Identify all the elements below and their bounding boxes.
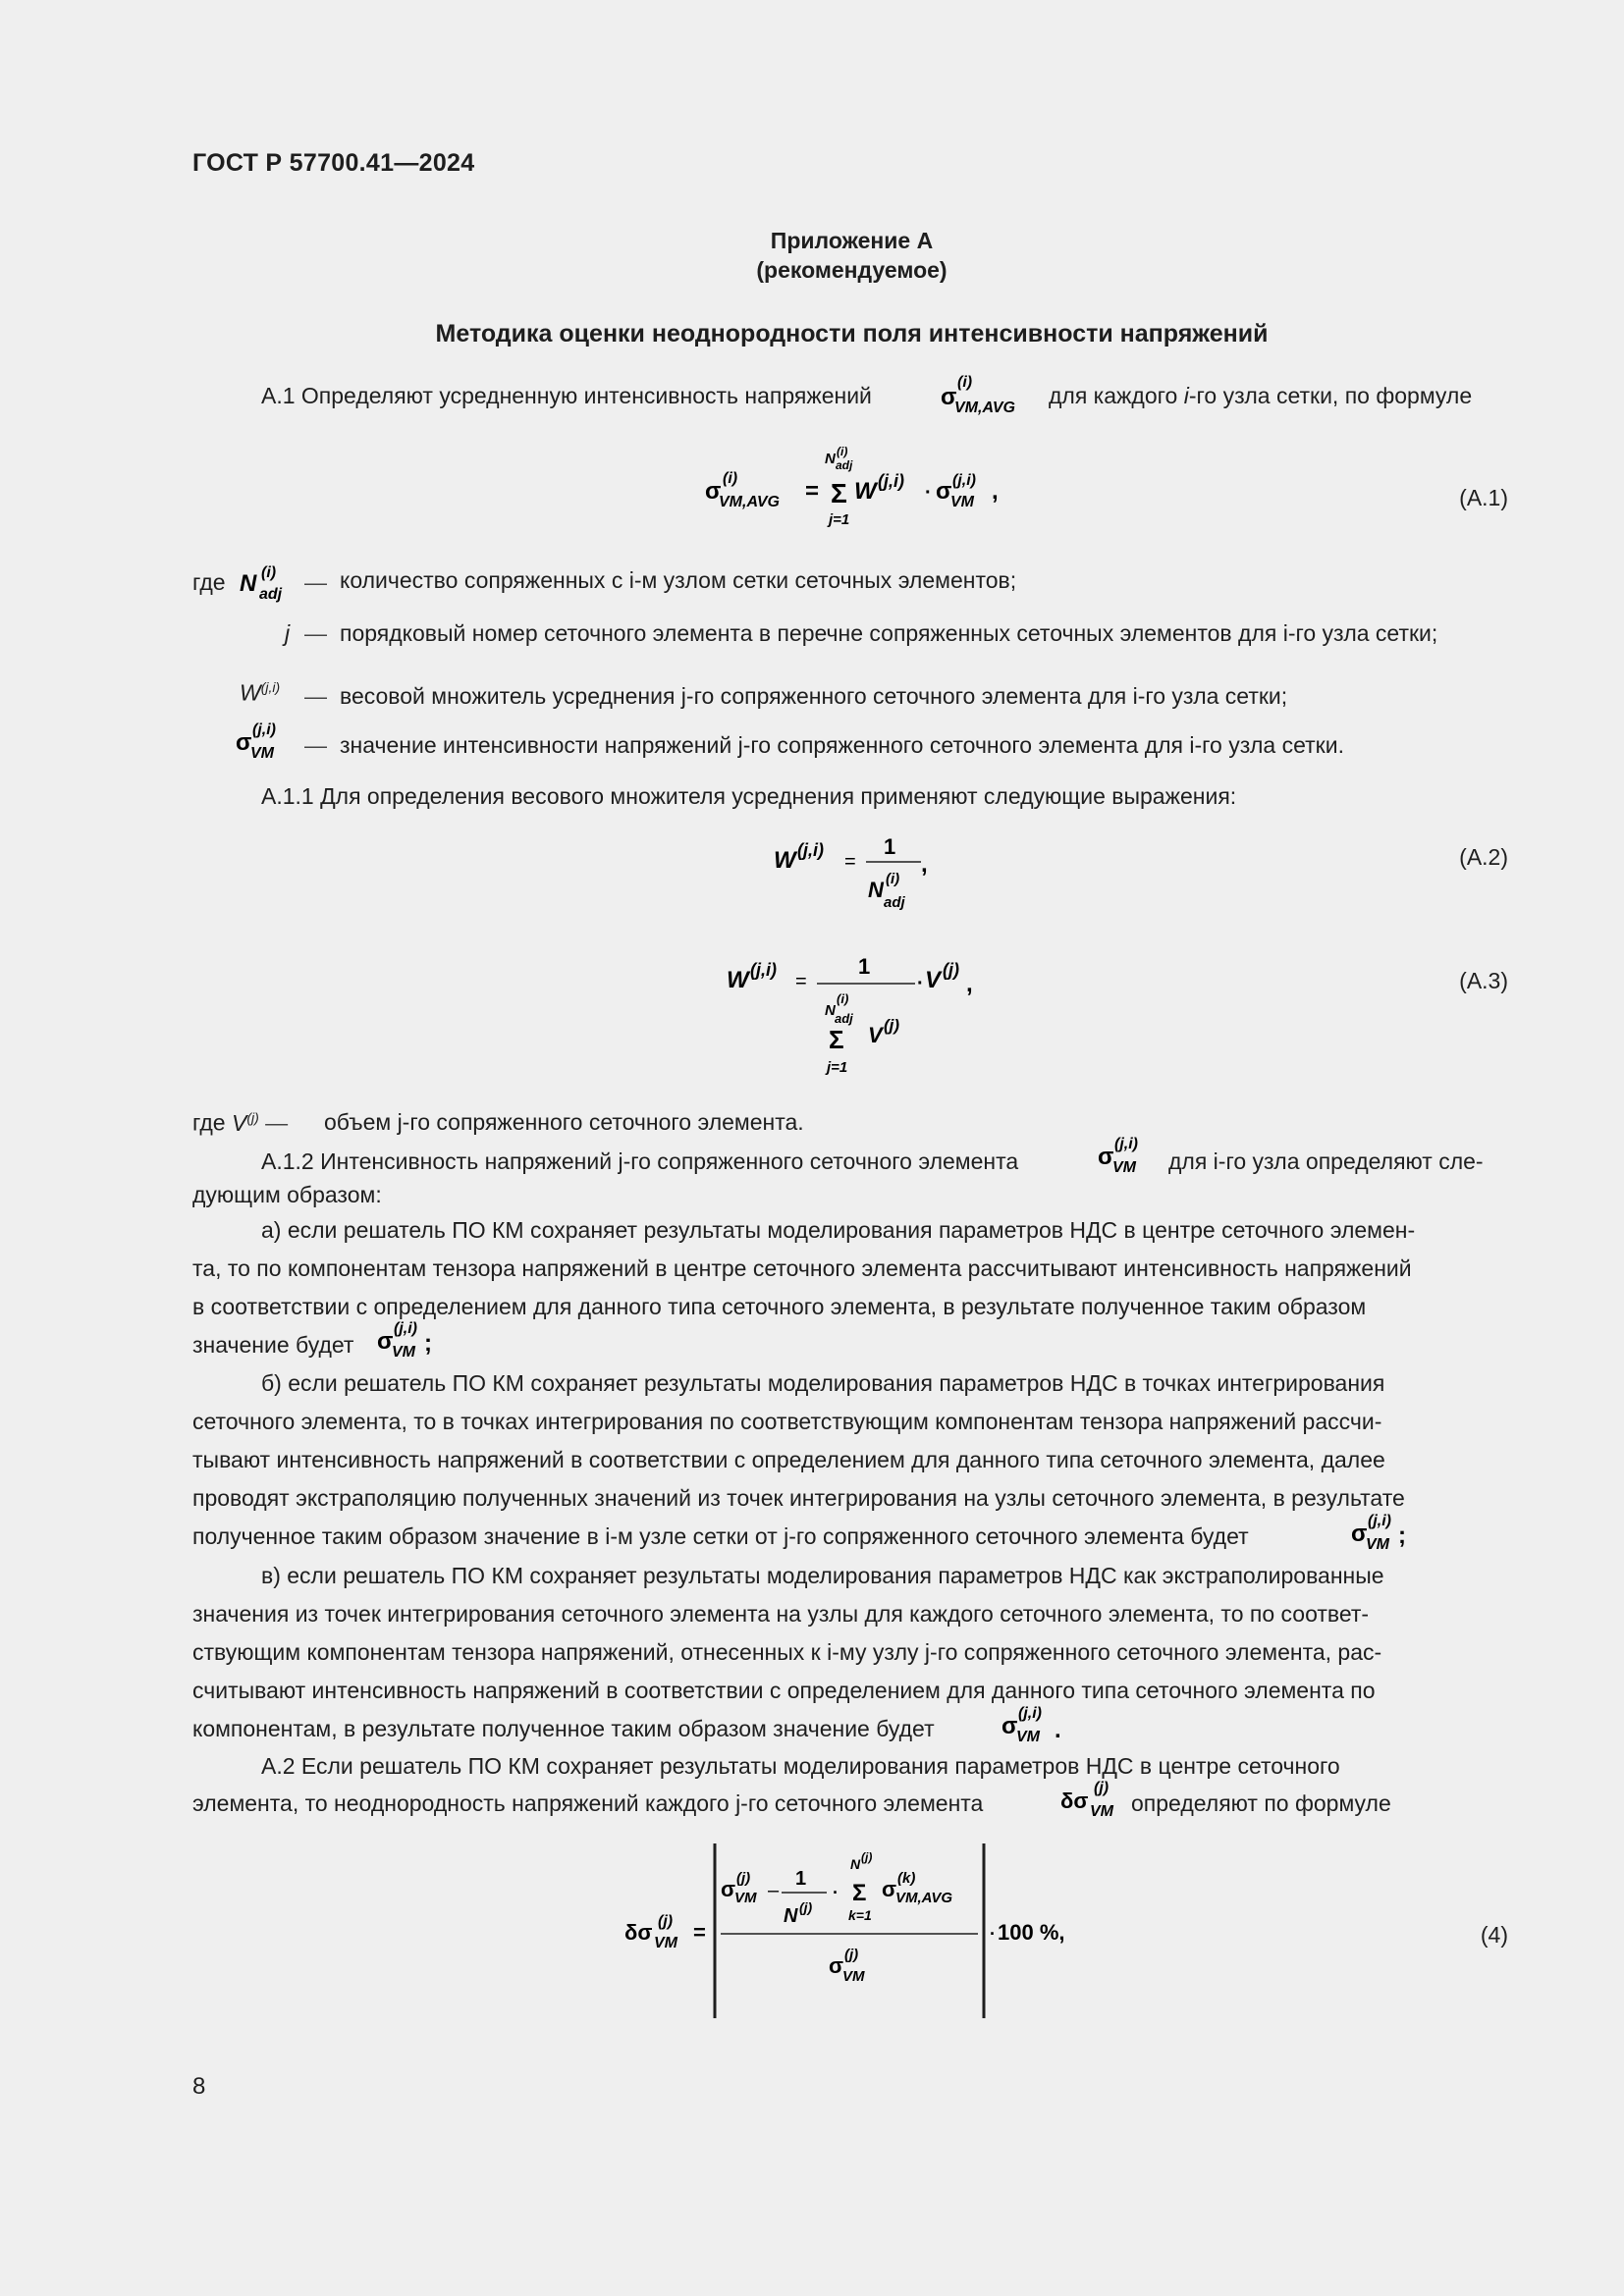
svg-text:δσ: δσ bbox=[624, 1920, 653, 1945]
item-b-line-1: б) если решатель ПО КМ сохраняет результаты моделирования параметров НДС в точках интегрирования bbox=[261, 1370, 1385, 1396]
svg-text:VM: VM bbox=[250, 745, 274, 762]
svg-text:(j): (j) bbox=[658, 1913, 674, 1930]
eq-number-a1: (А.1) bbox=[1459, 485, 1508, 510]
svg-text:VM,AVG: VM,AVG bbox=[895, 1890, 953, 1906]
svg-text:W: W bbox=[854, 478, 877, 505]
svg-text:1: 1 bbox=[858, 954, 871, 979]
eq-number-a3: (А.3) bbox=[1459, 968, 1508, 993]
def-w: весовой множитель усреднения j-го сопряженного сеточного элемента для i-го узла сетки; bbox=[340, 683, 1288, 709]
svg-text:=: = bbox=[805, 478, 820, 505]
svg-text:V: V bbox=[868, 1023, 883, 1047]
svg-text:adj: adj bbox=[259, 586, 283, 603]
svg-text:(i): (i) bbox=[837, 445, 848, 458]
svg-text:,: , bbox=[992, 478, 999, 505]
svg-text:σ: σ bbox=[377, 1328, 394, 1355]
svg-text:σ: σ bbox=[705, 478, 722, 505]
svg-text:1: 1 bbox=[795, 1868, 807, 1890]
svg-text:W: W bbox=[774, 847, 796, 874]
a12-tail: для i-го узла определяют сле- bbox=[1168, 1148, 1484, 1174]
svg-text:VM: VM bbox=[950, 494, 974, 510]
section-title: Методика оценки неоднородности поля интенсивности напряжений bbox=[435, 320, 1269, 347]
svg-text:(j): (j) bbox=[884, 1016, 900, 1035]
svg-text:Σ: Σ bbox=[829, 1025, 844, 1054]
eq-number-4: (4) bbox=[1480, 1922, 1508, 1948]
svg-text:(j,i): (j,i) bbox=[252, 721, 276, 738]
svg-text:k=1: k=1 bbox=[848, 1907, 872, 1923]
item-b-line-2: сеточного элемента, то в точках интегрирования по соответствующим компонентам тензора напряжений рассчи- bbox=[192, 1409, 1382, 1434]
svg-text:=: = bbox=[693, 1920, 706, 1945]
svg-text:N: N bbox=[825, 451, 836, 467]
a1-tail: для каждого i-го узла сетки, по формуле bbox=[1049, 383, 1473, 408]
sigma-vm-symbol bbox=[236, 715, 295, 771]
svg-text:N: N bbox=[784, 1905, 798, 1927]
svg-text:σ: σ bbox=[882, 1877, 897, 1901]
item-c-line-4: считывают интенсивность напряжений в соответствии с определением для данного типа сеточного элемента по bbox=[192, 1678, 1376, 1703]
where-v-row: где $V^{(j)}$ — bbox=[192, 1109, 289, 1136]
svg-text:,: , bbox=[921, 851, 928, 878]
svg-text:VM,AVG: VM,AVG bbox=[954, 400, 1015, 416]
j-symbol: j bbox=[285, 620, 291, 646]
w-symbol: W$^{(j,i)}$ bbox=[240, 679, 281, 706]
svg-text:(j,i): (j,i) bbox=[1114, 1136, 1138, 1152]
item-a-line-2: та, то по компонентам тензора напряжений в центре сеточного элемента рассчитывают интенсивность напряжений bbox=[192, 1255, 1412, 1281]
svg-text:V: V bbox=[925, 967, 942, 993]
svg-text:W: W bbox=[727, 967, 749, 993]
a12-lead: А.1.2 Интенсивность напряжений j-го сопряженного сеточного элемента bbox=[261, 1148, 1019, 1174]
a2-line-1: А.2 Если решатель ПО КМ сохраняет результаты моделирования параметров НДС в центре сеточного bbox=[261, 1753, 1340, 1779]
svg-text:VM,AVG: VM,AVG bbox=[719, 494, 780, 510]
svg-text:100 %,: 100 %, bbox=[998, 1920, 1065, 1945]
item-c-line-3: ствующим компонентам тензора напряжений, отнесенных к i-му узлу j-го сопряженного сеточного элемента, рас- bbox=[192, 1639, 1382, 1665]
item-a-line-4: значение будет bbox=[192, 1332, 354, 1358]
def-sigma-vm: значение интенсивности напряжений j-го сопряженного сеточного элемента для i-го узла сетки. bbox=[340, 732, 1344, 758]
svg-text:–: – bbox=[768, 1880, 780, 1901]
def-n-adj: количество сопряженных с i-м узлом сетки сеточных элементов; bbox=[340, 567, 1017, 593]
svg-text:(j): (j) bbox=[799, 1899, 813, 1915]
svg-text:(i): (i) bbox=[886, 871, 900, 887]
equation-4 bbox=[624, 1840, 1115, 2027]
svg-text:;: ; bbox=[1398, 1522, 1406, 1549]
item-a-line-1: а) если решатель ПО КМ сохраняет результаты моделирования параметров НДС в центре сеточного элемен- bbox=[261, 1217, 1416, 1243]
svg-text:(j,i): (j,i) bbox=[878, 471, 904, 491]
eq-number-a2: (А.2) bbox=[1459, 844, 1508, 870]
svg-text:VM: VM bbox=[1090, 1803, 1113, 1820]
item-b-line-3: тывают интенсивность напряжений в соответствии с определением для данного типа сеточного элемента, далее bbox=[192, 1447, 1385, 1472]
where-label: где bbox=[192, 569, 226, 595]
svg-text:adj: adj bbox=[884, 894, 905, 911]
svg-text:(j,i): (j,i) bbox=[394, 1320, 417, 1337]
equation-a3 bbox=[723, 946, 988, 1098]
svg-text:δσ: δσ bbox=[1060, 1789, 1089, 1813]
svg-text:j=1: j=1 bbox=[829, 511, 850, 528]
svg-text:(j): (j) bbox=[844, 1947, 859, 1963]
page-number: 8 bbox=[192, 2073, 206, 2100]
svg-text:Σ: Σ bbox=[852, 1880, 867, 1906]
appendix-subtitle: (рекомендуемое) bbox=[756, 257, 947, 283]
svg-text:·: · bbox=[990, 1924, 996, 1944]
svg-text:N: N bbox=[825, 1002, 836, 1019]
svg-text:(j,i): (j,i) bbox=[1018, 1705, 1042, 1722]
sigma-vm-avg-inline bbox=[941, 369, 1039, 425]
dash-2: — bbox=[304, 620, 327, 646]
svg-text:,: , bbox=[966, 971, 973, 997]
svg-text:j=1: j=1 bbox=[827, 1059, 848, 1076]
svg-text:(j): (j) bbox=[736, 1870, 751, 1887]
svg-text:(j): (j) bbox=[861, 1850, 873, 1864]
svg-text:adj: adj bbox=[835, 1011, 853, 1026]
dash-4: — bbox=[304, 732, 327, 758]
svg-text:;: ; bbox=[424, 1330, 432, 1357]
item-c-line-2: значения из точек интегрирования сеточного элемента на узлы для каждого сеточного элемента, то по соответ- bbox=[192, 1601, 1370, 1627]
svg-text:(j): (j) bbox=[1094, 1780, 1110, 1796]
dash-1: — bbox=[304, 569, 327, 595]
item-c-line-1: в) если решатель ПО КМ сохраняет результаты моделирования параметров НДС как экстраполированные bbox=[261, 1563, 1384, 1588]
svg-text:(i): (i) bbox=[723, 470, 738, 487]
svg-text:(j,i): (j,i) bbox=[952, 472, 976, 489]
delta-sigma-inline bbox=[1060, 1773, 1139, 1829]
svg-text:VM: VM bbox=[1366, 1536, 1389, 1553]
svg-text:σ: σ bbox=[1098, 1144, 1114, 1170]
appendix-title: Приложение А bbox=[770, 228, 934, 253]
sigma-vm-inline-a12 bbox=[1098, 1129, 1157, 1185]
def-j: порядковый номер сеточного элемента в перечне сопряженных сеточных элементов для i-го узла сетки; bbox=[340, 620, 1438, 646]
item-c-line-5: компонентам, в результате полученное таким образом значение будет bbox=[192, 1716, 935, 1741]
svg-text:.: . bbox=[1055, 1717, 1061, 1743]
svg-text:·: · bbox=[917, 973, 924, 994]
svg-text:N: N bbox=[240, 570, 257, 597]
svg-text:(j,i): (j,i) bbox=[797, 840, 824, 860]
item-b-line-5: полученное таким образом значение в i-м узле сетки от j-го сопряженного сеточного элемента будет bbox=[192, 1523, 1249, 1549]
svg-text:(j,i): (j,i) bbox=[750, 960, 777, 980]
sigma-vm-inline-c bbox=[1001, 1698, 1070, 1754]
svg-text:VM: VM bbox=[1016, 1729, 1040, 1745]
svg-text:(k): (k) bbox=[897, 1870, 916, 1887]
svg-text:σ: σ bbox=[236, 729, 252, 756]
svg-text:VM: VM bbox=[654, 1935, 677, 1951]
svg-text:(i): (i) bbox=[837, 991, 849, 1006]
a11-paragraph: А.1.1 Для определения весового множителя усреднения применяют следующие выражения: bbox=[261, 783, 1237, 809]
svg-text:Σ: Σ bbox=[831, 478, 847, 508]
svg-text:(i): (i) bbox=[261, 564, 277, 581]
n-adj-symbol bbox=[240, 556, 298, 612]
sigma-vm-inline-a bbox=[377, 1313, 446, 1369]
sigma-vm-inline-b bbox=[1351, 1506, 1420, 1562]
a12-cont: дующим образом: bbox=[192, 1182, 382, 1207]
svg-text:σ: σ bbox=[936, 478, 952, 505]
def-v: объем j-го сопряженного сеточного элемента. bbox=[324, 1109, 804, 1135]
item-b-line-4: проводят экстраполяцию полученных значений из точек интегрирования на узлы сеточного элемента, в результате bbox=[192, 1485, 1405, 1511]
svg-text:=: = bbox=[795, 971, 807, 992]
a2-line-2: элемента, то неоднородность напряжений каждого j-го сеточного элемента bbox=[192, 1790, 984, 1816]
svg-text:VM: VM bbox=[392, 1344, 415, 1361]
svg-text:VM: VM bbox=[1112, 1159, 1136, 1176]
equation-a1 bbox=[697, 440, 1031, 543]
dash-3: — bbox=[304, 683, 327, 709]
a2-line-2-tail: определяют по формуле bbox=[1131, 1790, 1391, 1816]
svg-text:·: · bbox=[925, 482, 932, 504]
svg-text:(i): (i) bbox=[957, 374, 973, 391]
svg-text:σ: σ bbox=[829, 1953, 844, 1978]
item-a-line-3: в соответствии с определением для данного типа сеточного элемента, в результате полученное таким образом bbox=[192, 1294, 1367, 1319]
svg-text:N: N bbox=[850, 1856, 861, 1872]
document-header: ГОСТ Р 57700.41—2024 bbox=[192, 149, 475, 177]
equation-a2 bbox=[768, 825, 935, 928]
svg-text:VM: VM bbox=[734, 1890, 757, 1906]
svg-text:σ: σ bbox=[1351, 1521, 1368, 1547]
svg-text:=: = bbox=[844, 851, 856, 873]
svg-text:VM: VM bbox=[842, 1968, 865, 1985]
svg-text:1: 1 bbox=[884, 834, 896, 859]
svg-text:·: · bbox=[833, 1883, 839, 1902]
svg-text:N: N bbox=[868, 878, 884, 902]
svg-text:σ: σ bbox=[721, 1877, 736, 1901]
svg-text:σ: σ bbox=[941, 384, 957, 410]
svg-text:(j): (j) bbox=[943, 960, 959, 980]
svg-text:(j,i): (j,i) bbox=[1368, 1513, 1391, 1529]
svg-text:σ: σ bbox=[1001, 1713, 1018, 1739]
svg-text:adj: adj bbox=[836, 458, 853, 472]
a1-lead: А.1 Определяют усредненную интенсивность напряжений bbox=[261, 383, 872, 408]
